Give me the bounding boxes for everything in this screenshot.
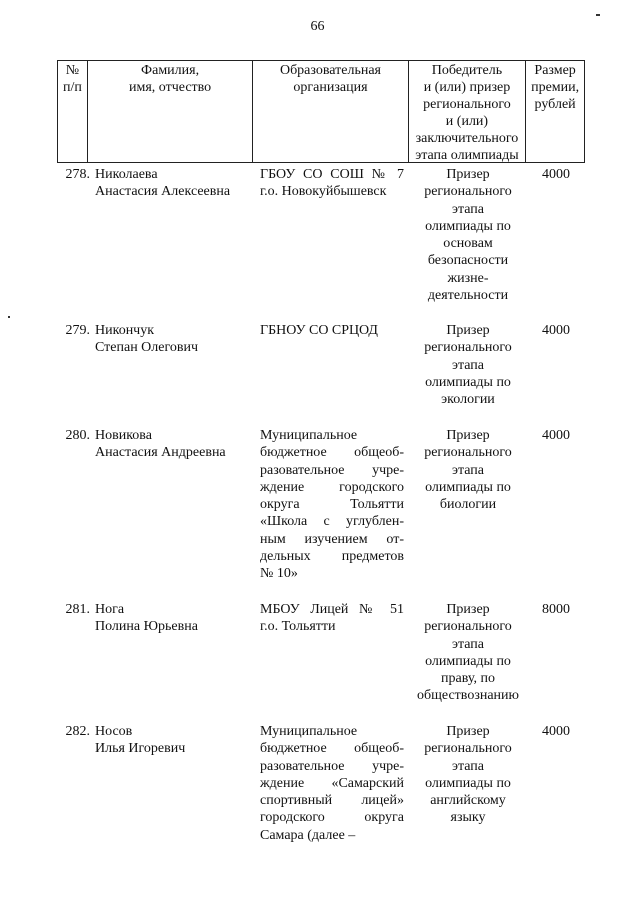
award-line: Призер bbox=[446, 602, 490, 617]
organization-line: Самара (далее – bbox=[260, 827, 356, 843]
row-number: 280. bbox=[65, 428, 90, 443]
award-line: олимпиады по bbox=[425, 479, 511, 495]
row-award bbox=[411, 427, 525, 513]
organization-line: «Школа с углублен- bbox=[260, 514, 404, 530]
row-full-name: Никончук Степан Олегович bbox=[95, 323, 199, 356]
table-header bbox=[57, 60, 585, 163]
award-line: жизне- bbox=[447, 270, 489, 286]
row-award bbox=[411, 723, 525, 827]
header-award: Победитель и (или) призер регионального и (или) заключительного этапа олимпиады bbox=[415, 63, 519, 163]
header-name-cell bbox=[88, 61, 253, 162]
row-award bbox=[411, 166, 525, 304]
header-num: № п/п bbox=[63, 63, 82, 95]
award-line: языку bbox=[450, 810, 486, 826]
award-line: этапа bbox=[451, 462, 485, 478]
organization-line: ГБОУ СО СОШ № 7 bbox=[260, 167, 404, 182]
header-org: Образовательная организация bbox=[279, 63, 381, 95]
row-organization bbox=[260, 601, 404, 636]
row-award bbox=[411, 601, 525, 705]
organization-line: ждение городского bbox=[260, 479, 404, 495]
award-line: Призер bbox=[446, 323, 490, 338]
row-number: 279. bbox=[65, 323, 90, 338]
award-line: регионального bbox=[424, 741, 512, 757]
organization-line: МБОУ Лицей № 51 bbox=[260, 602, 404, 617]
organization-line: разовательное учре- bbox=[260, 462, 404, 478]
row-number: 282. bbox=[65, 724, 90, 739]
row-full-name: Николаева Анастасия Алексеевна bbox=[95, 167, 231, 200]
header-amount-cell bbox=[526, 61, 584, 162]
organization-line: разовательное учре- bbox=[260, 758, 404, 774]
row-full-name: Нога Полина Юрьевна bbox=[95, 602, 198, 635]
header-org-cell bbox=[253, 61, 408, 162]
row-full-name: Новикова Анастасия Андреевна bbox=[95, 428, 226, 461]
award-line: регионального bbox=[424, 445, 512, 461]
scan-mark bbox=[8, 316, 10, 318]
row-amount: 4000 bbox=[542, 167, 570, 182]
header-num-cell bbox=[58, 61, 88, 162]
organization-line: округа Тольятти bbox=[260, 497, 404, 513]
award-line: этапа bbox=[451, 357, 485, 373]
award-line: регионального bbox=[424, 184, 512, 200]
organization-line: бюджетное общеоб- bbox=[260, 741, 404, 757]
row-full-name: Носов Илья Игоревич bbox=[95, 724, 186, 757]
row-award bbox=[411, 322, 525, 408]
row-organization bbox=[260, 322, 404, 339]
organization-line: Муниципальное bbox=[260, 428, 358, 443]
award-line: Призер bbox=[446, 428, 490, 443]
award-line: основам bbox=[443, 236, 493, 252]
award-line: олимпиады по bbox=[425, 218, 511, 234]
award-line: регионального bbox=[424, 340, 512, 356]
organization-line: дельных предметов bbox=[260, 549, 404, 565]
header-amount: Размер премии, рублей bbox=[531, 63, 580, 112]
scan-mark bbox=[596, 14, 600, 16]
organization-line: ждение «Самарский bbox=[260, 775, 404, 791]
row-number: 281. bbox=[65, 602, 90, 617]
row-amount: 8000 bbox=[542, 602, 570, 617]
row-amount: 4000 bbox=[542, 724, 570, 739]
page-number: 66 bbox=[310, 19, 325, 34]
award-line: регионального bbox=[424, 619, 512, 635]
row-amount: 4000 bbox=[542, 428, 570, 443]
header-name: Фамилия, имя, отчество bbox=[128, 63, 212, 95]
organization-line: № 10» bbox=[260, 566, 298, 582]
award-line: деятельности bbox=[427, 288, 509, 304]
award-line: олимпиады по bbox=[425, 775, 511, 791]
organization-line: спортивный лицей» bbox=[260, 793, 404, 809]
organization-line: бюджетное общеоб- bbox=[260, 445, 404, 461]
award-line: английскому bbox=[430, 793, 506, 809]
award-line: этапа bbox=[451, 758, 485, 774]
row-organization bbox=[260, 723, 404, 844]
row-organization bbox=[260, 427, 404, 583]
organization-line: Муниципальное bbox=[260, 724, 358, 739]
award-line: безопасности bbox=[427, 253, 509, 269]
award-line: экологии bbox=[441, 392, 495, 408]
organization-line: г.о. Тольятти bbox=[260, 619, 336, 635]
header-award-cell bbox=[409, 61, 527, 162]
award-line: Призер bbox=[446, 167, 490, 182]
row-number: 278. bbox=[65, 167, 90, 182]
award-line: праву, по bbox=[441, 671, 495, 687]
organization-line: г.о. Новокуйбышевск bbox=[260, 184, 387, 200]
award-line: обществознанию bbox=[417, 688, 519, 704]
award-line: этапа bbox=[451, 636, 485, 652]
award-line: биологии bbox=[439, 497, 497, 513]
organization-line: ным изучением от- bbox=[260, 531, 404, 547]
row-amount: 4000 bbox=[542, 323, 570, 338]
award-line: Призер bbox=[446, 724, 490, 739]
award-line: олимпиады по bbox=[425, 653, 511, 669]
organization-line: городского округа bbox=[260, 810, 404, 826]
award-line: олимпиады по bbox=[425, 374, 511, 390]
organization-line: ГБНОУ СО СРЦОД bbox=[260, 323, 378, 338]
award-line: этапа bbox=[451, 201, 485, 217]
row-organization bbox=[260, 166, 404, 201]
